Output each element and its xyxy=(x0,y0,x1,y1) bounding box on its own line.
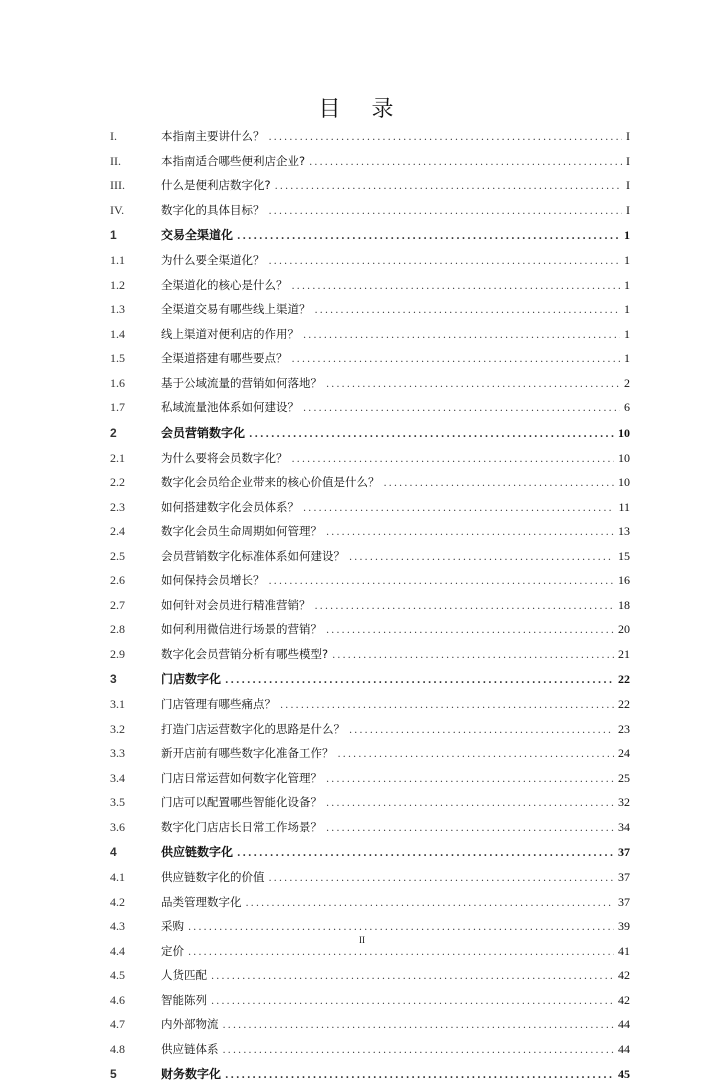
dot-leader xyxy=(326,823,614,834)
toc-entry-number: 3.4 xyxy=(110,770,125,785)
toc-entry-label: 数字化会员营销分析有哪些模型? xyxy=(161,646,329,661)
toc-entry-row[interactable] xyxy=(110,943,630,968)
toc-entry-row[interactable] xyxy=(110,794,630,819)
toc-entry-page: 42 xyxy=(618,992,630,1007)
toc-entry-label: 数字化门店店长日常工作场景？ xyxy=(161,819,322,834)
dot-leader xyxy=(292,454,615,465)
toc-entry-number: 4.3 xyxy=(110,919,125,933)
toc-chapter-row[interactable] xyxy=(110,424,630,450)
toc-entry-label: 全渠道化的核心是什么？ xyxy=(161,277,288,292)
toc-entry-number: 3.5 xyxy=(110,795,125,809)
toc-entry-page: 6 xyxy=(624,400,630,414)
toc-entry-page: 15 xyxy=(618,548,630,563)
dot-leader xyxy=(280,700,614,711)
dot-leader xyxy=(211,971,614,982)
toc-chapter-row[interactable] xyxy=(110,1065,630,1091)
toc-entry-label: 智能陈列 xyxy=(161,992,207,1007)
toc-entry-row[interactable] xyxy=(110,177,630,202)
toc-entry-number: 3.6 xyxy=(110,819,125,834)
toc-entry-number: 1.5 xyxy=(110,351,125,365)
toc-entry-row[interactable] xyxy=(110,450,630,475)
dot-leader xyxy=(303,330,620,341)
toc-entry-page: 37 xyxy=(618,845,630,859)
toc-entry-page: 37 xyxy=(618,870,630,884)
toc-entry-page: 32 xyxy=(618,795,630,809)
toc-entry-label: 门店数字化 xyxy=(161,672,222,686)
toc-entry-label: 会员营销数字化标准体系如何建设？ xyxy=(161,548,345,563)
toc-entry-row[interactable] xyxy=(110,523,630,548)
toc-entry-number: 4.1 xyxy=(110,870,125,884)
toc-entry-row[interactable] xyxy=(110,1016,630,1041)
toc-entry-page: 16 xyxy=(618,573,630,587)
toc-entry-row[interactable] xyxy=(110,326,630,351)
toc-entry-label: 线上渠道对便利店的作用？ xyxy=(161,326,299,341)
dot-leader xyxy=(269,256,621,267)
toc-entry-number: 4 xyxy=(110,845,117,859)
dot-leader xyxy=(309,157,622,168)
toc-entry-number: 1.1 xyxy=(110,253,125,267)
toc-entry-row[interactable] xyxy=(110,350,630,375)
toc-entry-number: 1.6 xyxy=(110,375,125,390)
toc-entry-row[interactable] xyxy=(110,721,630,746)
toc-entry-page: 10 xyxy=(618,450,630,465)
dot-leader xyxy=(292,354,621,365)
toc-entry-label: 为什么要全渠道化？ xyxy=(161,253,265,267)
toc-entry-page: 23 xyxy=(618,721,630,736)
toc-entry-row[interactable] xyxy=(110,128,630,153)
dot-leader xyxy=(326,379,620,390)
table-of-contents xyxy=(110,128,630,1091)
toc-entry-number: 1.4 xyxy=(110,326,125,341)
toc-entry-page: I xyxy=(626,153,630,168)
toc-entry-row[interactable] xyxy=(110,819,630,844)
toc-entry-row[interactable] xyxy=(110,597,630,622)
dot-leader xyxy=(338,749,615,760)
toc-entry-number: 3.2 xyxy=(110,721,125,736)
toc-entry-number: 2.7 xyxy=(110,597,125,612)
toc-entry-label: 如何针对会员进行精准营销？ xyxy=(161,597,311,612)
toc-entry-label: 人货匹配 xyxy=(161,968,207,982)
toc-entry-number: 5 xyxy=(110,1067,117,1081)
dot-leader xyxy=(269,132,623,143)
toc-entry-page: 18 xyxy=(618,597,630,612)
dot-leader xyxy=(326,774,614,785)
dot-leader xyxy=(303,503,614,514)
toc-entry-label: 如何保持会员增长？ xyxy=(161,573,265,587)
toc-entry-label: 交易全渠道化 xyxy=(161,228,234,242)
toc-entry-label: 什么是便利店数字化? xyxy=(161,178,271,192)
toc-entry-number: III. xyxy=(110,178,125,192)
toc-entry-page: 1 xyxy=(624,326,630,341)
toc-entry-page: 45 xyxy=(618,1067,630,1081)
toc-entry-row[interactable] xyxy=(110,252,630,277)
toc-entry-label: 如何搭建数字化会员体系？ xyxy=(161,499,299,514)
toc-entry-row[interactable] xyxy=(110,202,630,227)
toc-entry-number: 3.1 xyxy=(110,697,125,711)
toc-entry-number: 1 xyxy=(110,228,117,242)
dot-leader xyxy=(223,1020,615,1031)
toc-entry-number: 4.2 xyxy=(110,894,125,909)
toc-entry-label: 定价 xyxy=(161,943,184,958)
toc-chapter-row[interactable] xyxy=(110,670,630,696)
toc-entry-row[interactable] xyxy=(110,894,630,919)
toc-entry-label: 本指南主要讲什么？ xyxy=(161,129,265,143)
dot-leader xyxy=(188,922,614,933)
toc-entry-page: 2 xyxy=(624,375,630,390)
toc-entry-label: 供应链数字化 xyxy=(161,845,234,859)
toc-entry-label: 新开店前有哪些数字化准备工作？ xyxy=(161,746,334,760)
toc-entry-label: 基于公域流量的营销如何落地？ xyxy=(161,375,322,390)
dot-leader xyxy=(237,231,620,242)
toc-entry-number: 2.9 xyxy=(110,646,125,661)
toc-entry-page: 13 xyxy=(618,524,630,538)
dot-leader xyxy=(249,429,614,440)
toc-entry-number: I. xyxy=(110,129,117,143)
dot-leader xyxy=(326,798,614,809)
toc-entry-number: 2 xyxy=(110,425,117,440)
toc-entry-label: 供应链体系 xyxy=(161,1041,219,1056)
toc-entry-page: 1 xyxy=(624,302,630,316)
toc-entry-label: 打造门店运营数字化的思路是什么？ xyxy=(161,721,345,736)
toc-entry-number: IV. xyxy=(110,202,125,217)
toc-entry-row[interactable] xyxy=(110,399,630,424)
toc-entry-number: 2.6 xyxy=(110,573,125,587)
toc-entry-label: 私域流量池体系如何建设？ xyxy=(161,400,299,414)
toc-entry-page: 11 xyxy=(618,499,630,514)
toc-entry-page: 42 xyxy=(618,968,630,982)
toc-entry-number: 2.1 xyxy=(110,450,125,465)
toc-entry-number: 2.3 xyxy=(110,499,125,514)
toc-entry-number: 1.7 xyxy=(110,400,125,414)
dot-leader xyxy=(315,305,621,316)
toc-entry-label: 供应链数字化的价值 xyxy=(161,870,265,884)
toc-entry-number: 4.5 xyxy=(110,968,125,982)
toc-entry-label: 品类管理数字化 xyxy=(161,894,242,909)
toc-entry-page: 41 xyxy=(618,943,630,958)
toc-entry-label: 门店日常运营如何数字化管理？ xyxy=(161,770,322,785)
dot-leader xyxy=(269,206,623,217)
toc-entry-page: 25 xyxy=(618,770,630,785)
toc-entry-label: 会员营销数字化 xyxy=(161,425,246,440)
toc-entry-page: I xyxy=(626,129,630,143)
dot-leader xyxy=(326,625,614,636)
toc-entry-label: 数字化会员生命周期如何管理？ xyxy=(161,524,322,538)
toc-entry-page: 24 xyxy=(618,746,630,760)
toc-entry-row[interactable] xyxy=(110,992,630,1017)
toc-entry-label: 如何利用微信进行场景的营销？ xyxy=(161,622,322,636)
dot-leader xyxy=(332,650,614,661)
dot-leader xyxy=(349,725,614,736)
toc-entry-number: 1.2 xyxy=(110,277,125,292)
dot-leader xyxy=(384,478,615,489)
toc-entry-number: 2.2 xyxy=(110,475,125,489)
page-number-footer: II xyxy=(359,935,365,945)
toc-entry-row[interactable] xyxy=(110,646,630,671)
toc-entry-number: 3.3 xyxy=(110,746,125,760)
toc-entry-number: 4.6 xyxy=(110,992,125,1007)
dot-leader xyxy=(188,947,614,958)
toc-entry-page: 1 xyxy=(624,277,630,292)
dot-leader xyxy=(275,181,622,192)
dot-leader xyxy=(315,601,615,612)
toc-entry-page: 44 xyxy=(618,1041,630,1056)
toc-entry-page: I xyxy=(626,178,630,192)
toc-entry-number: 4.7 xyxy=(110,1017,125,1031)
toc-entry-page: 22 xyxy=(618,672,630,686)
toc-entry-number: 2.5 xyxy=(110,548,125,563)
toc-entry-label: 门店可以配置哪些智能化设备？ xyxy=(161,795,322,809)
toc-entry-number: 3 xyxy=(110,672,117,686)
toc-entry-page: 1 xyxy=(624,228,630,242)
toc-entry-page: 39 xyxy=(618,919,630,933)
toc-entry-label: 全渠道交易有哪些线上渠道？ xyxy=(161,302,311,316)
toc-entry-number: 1.3 xyxy=(110,302,125,316)
toc-entry-row[interactable] xyxy=(110,301,630,326)
toc-entry-row[interactable] xyxy=(110,572,630,597)
toc-entry-row[interactable] xyxy=(110,375,630,400)
toc-entry-page: 37 xyxy=(618,894,630,909)
dot-leader xyxy=(326,527,614,538)
toc-entry-page: 10 xyxy=(618,425,630,440)
toc-entry-row[interactable] xyxy=(110,548,630,573)
toc-entry-page: 44 xyxy=(618,1017,630,1031)
toc-entry-page: 21 xyxy=(618,646,630,661)
toc-entry-page: I xyxy=(626,202,630,217)
toc-entry-row[interactable] xyxy=(110,869,630,894)
toc-entry-row[interactable] xyxy=(110,745,630,770)
dot-leader xyxy=(237,848,614,859)
toc-chapter-row[interactable] xyxy=(110,226,630,252)
toc-entry-label: 本指南适合哪些便利店企业? xyxy=(161,153,306,168)
dot-leader xyxy=(211,996,614,1007)
dot-leader xyxy=(349,552,614,563)
toc-entry-page: 20 xyxy=(618,622,630,636)
toc-entry-number: 4.4 xyxy=(110,943,125,958)
toc-entry-page: 1 xyxy=(624,253,630,267)
toc-entry-row[interactable] xyxy=(110,967,630,992)
dot-leader xyxy=(269,873,615,884)
dot-leader xyxy=(225,675,614,686)
toc-entry-number: II. xyxy=(110,153,121,168)
toc-entry-page: 22 xyxy=(618,697,630,711)
toc-entry-number: 2.8 xyxy=(110,622,125,636)
toc-entry-row[interactable] xyxy=(110,499,630,524)
dot-leader xyxy=(292,281,621,292)
toc-entry-label: 数字化会员给企业带来的核心价值是什么？ xyxy=(161,475,380,489)
toc-entry-row[interactable] xyxy=(110,770,630,795)
toc-entry-page: 1 xyxy=(624,351,630,365)
dot-leader xyxy=(303,403,620,414)
toc-entry-label: 财务数字化 xyxy=(161,1067,222,1081)
toc-entry-label: 为什么要将会员数字化？ xyxy=(161,450,288,465)
toc-chapter-row[interactable] xyxy=(110,843,630,869)
toc-entry-label: 数字化的具体目标？ xyxy=(161,202,265,217)
toc-entry-label: 全渠道搭建有哪些要点？ xyxy=(161,351,288,365)
toc-entry-label: 采购 xyxy=(161,919,184,933)
toc-entry-label: 门店管理有哪些痛点？ xyxy=(161,697,276,711)
dot-leader xyxy=(269,576,615,587)
dot-leader xyxy=(246,898,615,909)
toc-entry-row[interactable] xyxy=(110,696,630,721)
toc-entry-row[interactable] xyxy=(110,1041,630,1066)
dot-leader xyxy=(223,1045,615,1056)
page-title: 目 录 xyxy=(318,97,406,122)
toc-entry-row[interactable] xyxy=(110,277,630,302)
toc-entry-page: 10 xyxy=(618,475,630,489)
toc-entry-row[interactable] xyxy=(110,621,630,646)
toc-entry-row[interactable] xyxy=(110,474,630,499)
toc-entry-label: 内外部物流 xyxy=(161,1017,219,1031)
toc-entry-number: 2.4 xyxy=(110,524,125,538)
toc-entry-page: 34 xyxy=(618,819,630,834)
toc-entry-number: 4.8 xyxy=(110,1041,125,1056)
dot-leader xyxy=(225,1070,614,1081)
toc-entry-row[interactable] xyxy=(110,153,630,178)
